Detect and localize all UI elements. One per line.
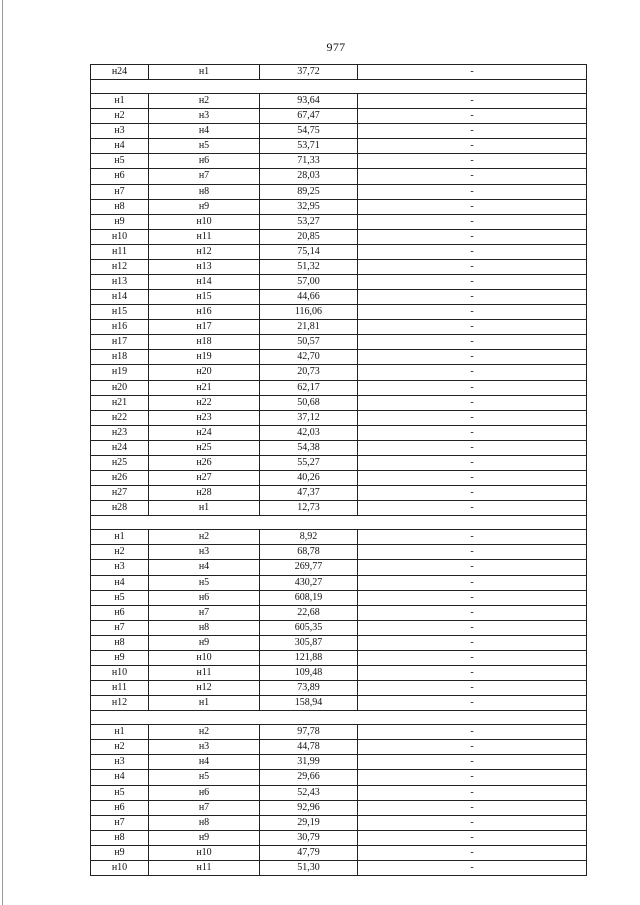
cell-from-point: н4 (91, 576, 149, 590)
cell-to-point: н11 (149, 861, 260, 875)
cell-note: - (470, 426, 474, 438)
cell-note: - (470, 381, 474, 393)
cell-note: - (470, 140, 474, 152)
cell-from-point: н13 (91, 275, 149, 289)
cell-to-point: н8 (149, 816, 260, 830)
cell-length: 92,96 (260, 801, 358, 815)
cell-length: 29,66 (260, 770, 358, 784)
table-row (90, 169, 587, 184)
cell-note: - (470, 502, 474, 514)
cell-to-point: н1 (149, 696, 260, 710)
table-row (90, 786, 587, 801)
cell-length: 21,81 (260, 320, 358, 334)
cell-from-point: н14 (91, 290, 149, 304)
cell-to-point: н27 (149, 471, 260, 485)
cell-length: 47,79 (260, 846, 358, 860)
group-separator-row (90, 516, 587, 530)
cell-length: 53,71 (260, 139, 358, 153)
cell-length: 31,99 (260, 755, 358, 769)
cell-note: - (470, 606, 474, 618)
cell-note: - (470, 125, 474, 137)
cell-to-point: н4 (149, 755, 260, 769)
cell-from-point: н10 (91, 666, 149, 680)
cell-from-point: н5 (91, 786, 149, 800)
cell-length: 62,17 (260, 381, 358, 395)
table-row (90, 471, 587, 486)
cell-note: - (470, 110, 474, 122)
cell-from-point: н15 (91, 305, 149, 319)
cell-length: 50,68 (260, 396, 358, 410)
cell-from-point: н4 (91, 139, 149, 153)
cell-to-point: н22 (149, 396, 260, 410)
cell-note: - (470, 576, 474, 588)
cell-note: - (470, 682, 474, 694)
cell-to-point: н6 (149, 786, 260, 800)
cell-note: - (470, 456, 474, 468)
cell-note: - (470, 621, 474, 633)
cell-length: 68,78 (260, 545, 358, 559)
cell-length: 37,72 (260, 65, 358, 79)
cell-from-point: н6 (91, 169, 149, 183)
table-row (90, 411, 587, 426)
cell-to-point: н10 (149, 651, 260, 665)
cell-length: 29,19 (260, 816, 358, 830)
table-row (90, 651, 587, 666)
cell-to-point: н1 (149, 65, 260, 79)
table-row (90, 530, 587, 545)
cell-to-point: н9 (149, 831, 260, 845)
table-row (90, 456, 587, 471)
cell-length: 30,79 (260, 831, 358, 845)
cell-to-point: н7 (149, 169, 260, 183)
cell-to-point: н11 (149, 230, 260, 244)
cell-note: - (470, 441, 474, 453)
table-row (90, 501, 587, 516)
table-row (90, 154, 587, 169)
cell-to-point: н11 (149, 666, 260, 680)
cell-from-point: н10 (91, 861, 149, 875)
cell-from-point: н8 (91, 831, 149, 845)
cell-note: - (470, 170, 474, 182)
cell-from-point: н3 (91, 124, 149, 138)
cell-note: - (470, 651, 474, 663)
cell-from-point: н12 (91, 696, 149, 710)
cell-note: - (470, 741, 474, 753)
cell-to-point: н5 (149, 576, 260, 590)
cell-note: - (470, 215, 474, 227)
coordinates-table (90, 64, 587, 876)
cell-note: - (470, 861, 474, 873)
cell-note: - (470, 185, 474, 197)
cell-from-point: н19 (91, 365, 149, 379)
cell-length: 54,38 (260, 441, 358, 455)
table-row (90, 755, 587, 770)
cell-length: 42,03 (260, 426, 358, 440)
cell-to-point: н18 (149, 335, 260, 349)
cell-to-point: н8 (149, 621, 260, 635)
table-row (90, 576, 587, 591)
cell-note: - (470, 636, 474, 648)
cell-note: - (470, 230, 474, 242)
table-row (90, 560, 587, 575)
cell-note: - (470, 351, 474, 363)
cell-from-point: н6 (91, 801, 149, 815)
table-row (90, 230, 587, 245)
cell-to-point: н5 (149, 770, 260, 784)
cell-note: - (470, 756, 474, 768)
group-separator-row (90, 80, 587, 94)
cell-to-point: н2 (149, 725, 260, 739)
cell-note: - (470, 260, 474, 272)
table-row (90, 681, 587, 696)
cell-length: 22,68 (260, 606, 358, 620)
cell-from-point: н6 (91, 606, 149, 620)
table-row (90, 350, 587, 365)
cell-length: 608,19 (260, 591, 358, 605)
cell-from-point: н3 (91, 560, 149, 574)
cell-to-point: н12 (149, 245, 260, 259)
cell-from-point: н16 (91, 320, 149, 334)
cell-from-point: н27 (91, 486, 149, 500)
cell-from-point: н7 (91, 621, 149, 635)
cell-from-point: н22 (91, 411, 149, 425)
cell-length: 52,43 (260, 786, 358, 800)
cell-note: - (470, 245, 474, 257)
table-row (90, 215, 587, 230)
cell-to-point: н4 (149, 124, 260, 138)
cell-from-point: н21 (91, 396, 149, 410)
cell-length: 54,75 (260, 124, 358, 138)
table-row (90, 861, 587, 876)
cell-note: - (470, 487, 474, 499)
cell-to-point: н8 (149, 185, 260, 199)
cell-length: 71,33 (260, 154, 358, 168)
cell-to-point: н4 (149, 560, 260, 574)
cell-length: 40,26 (260, 471, 358, 485)
cell-from-point: н9 (91, 846, 149, 860)
cell-to-point: н12 (149, 681, 260, 695)
cell-from-point: н2 (91, 740, 149, 754)
cell-from-point: н7 (91, 185, 149, 199)
cell-note: - (470, 95, 474, 107)
cell-length: 55,27 (260, 456, 358, 470)
cell-length: 51,30 (260, 861, 358, 875)
cell-length: 93,64 (260, 94, 358, 108)
table-row (90, 260, 587, 275)
cell-to-point: н9 (149, 636, 260, 650)
cell-length: 44,78 (260, 740, 358, 754)
cell-to-point: н9 (149, 200, 260, 214)
cell-note: - (470, 561, 474, 573)
cell-length: 47,37 (260, 486, 358, 500)
cell-length: 12,73 (260, 501, 358, 515)
cell-note: - (470, 697, 474, 709)
cell-from-point: н9 (91, 215, 149, 229)
group-separator-row (90, 711, 587, 725)
cell-to-point: н16 (149, 305, 260, 319)
cell-note: - (470, 66, 474, 77)
cell-length: 430,27 (260, 576, 358, 590)
scan-edge-line (2, 0, 3, 905)
cell-from-point: н17 (91, 335, 149, 349)
cell-from-point: н12 (91, 260, 149, 274)
cell-from-point: н5 (91, 591, 149, 605)
cell-note: - (470, 306, 474, 318)
cell-to-point: н6 (149, 591, 260, 605)
table-row (90, 846, 587, 861)
cell-note: - (470, 291, 474, 303)
cell-to-point: н2 (149, 530, 260, 544)
cell-note: - (470, 531, 474, 543)
cell-from-point: н8 (91, 200, 149, 214)
cell-length: 75,14 (260, 245, 358, 259)
cell-note: - (470, 591, 474, 603)
table-row (90, 335, 587, 350)
cell-length: 32,95 (260, 200, 358, 214)
cell-to-point: н7 (149, 606, 260, 620)
table-row (90, 396, 587, 411)
cell-length: 97,78 (260, 725, 358, 739)
cell-note: - (470, 155, 474, 167)
table-row (90, 320, 587, 335)
cell-length: 20,73 (260, 365, 358, 379)
cell-to-point: н23 (149, 411, 260, 425)
cell-to-point: н10 (149, 846, 260, 860)
table-row (90, 365, 587, 380)
table-row (90, 200, 587, 215)
cell-from-point: н2 (91, 545, 149, 559)
cell-to-point: н21 (149, 381, 260, 395)
cell-from-point: н18 (91, 350, 149, 364)
cell-note: - (470, 396, 474, 408)
cell-length: 42,70 (260, 350, 358, 364)
table-row (90, 94, 587, 109)
cell-to-point: н1 (149, 501, 260, 515)
table-row (90, 441, 587, 456)
cell-length: 28,03 (260, 169, 358, 183)
table-row (90, 245, 587, 260)
table-row (90, 666, 587, 681)
cell-length: 605,35 (260, 621, 358, 635)
cell-to-point: н15 (149, 290, 260, 304)
cell-to-point: н26 (149, 456, 260, 470)
cell-note: - (470, 472, 474, 484)
table-row (90, 290, 587, 305)
cell-length: 305,87 (260, 636, 358, 650)
cell-note: - (470, 411, 474, 423)
cell-length: 158,94 (260, 696, 358, 710)
cell-to-point: н3 (149, 109, 260, 123)
cell-from-point: н23 (91, 426, 149, 440)
cell-note: - (470, 546, 474, 558)
cell-length: 109,48 (260, 666, 358, 680)
table-row (90, 486, 587, 501)
cell-note: - (470, 366, 474, 378)
cell-length: 51,32 (260, 260, 358, 274)
cell-length: 53,27 (260, 215, 358, 229)
cell-length: 67,47 (260, 109, 358, 123)
cell-to-point: н13 (149, 260, 260, 274)
table-row (90, 139, 587, 154)
cell-from-point: н8 (91, 636, 149, 650)
table-row (90, 606, 587, 621)
table-row (90, 770, 587, 785)
cell-from-point: н7 (91, 816, 149, 830)
table-row (90, 725, 587, 740)
cell-from-point: н26 (91, 471, 149, 485)
table-row (90, 185, 587, 200)
cell-from-point: н5 (91, 154, 149, 168)
cell-length: 73,89 (260, 681, 358, 695)
table-row (90, 64, 587, 80)
cell-note: - (470, 771, 474, 783)
table-row (90, 831, 587, 846)
cell-note: - (470, 321, 474, 333)
table-row (90, 591, 587, 606)
table-row (90, 621, 587, 636)
cell-to-point: н20 (149, 365, 260, 379)
cell-length: 121,88 (260, 651, 358, 665)
cell-to-point: н7 (149, 801, 260, 815)
cell-from-point: н24 (91, 441, 149, 455)
table-row (90, 124, 587, 139)
table-row (90, 696, 587, 711)
cell-from-point: н11 (91, 681, 149, 695)
table-row (90, 426, 587, 441)
cell-note: - (470, 831, 474, 843)
cell-note: - (470, 816, 474, 828)
cell-from-point: н9 (91, 651, 149, 665)
cell-from-point: н20 (91, 381, 149, 395)
table-row (90, 109, 587, 124)
cell-from-point: н28 (91, 501, 149, 515)
cell-from-point: н11 (91, 245, 149, 259)
cell-note: - (470, 846, 474, 858)
cell-to-point: н14 (149, 275, 260, 289)
cell-length: 116,06 (260, 305, 358, 319)
table-row (90, 636, 587, 651)
cell-from-point: н4 (91, 770, 149, 784)
cell-length: 37,12 (260, 411, 358, 425)
cell-from-point: н1 (91, 725, 149, 739)
table-row (90, 801, 587, 816)
cell-note: - (470, 276, 474, 288)
cell-note: - (470, 786, 474, 798)
cell-length: 50,57 (260, 335, 358, 349)
cell-to-point: н10 (149, 215, 260, 229)
cell-from-point: н24 (91, 65, 149, 79)
cell-length: 269,77 (260, 560, 358, 574)
cell-length: 8,92 (260, 530, 358, 544)
cell-to-point: н3 (149, 740, 260, 754)
table-row (90, 305, 587, 320)
cell-length: 89,25 (260, 185, 358, 199)
cell-from-point: н1 (91, 530, 149, 544)
cell-from-point: н10 (91, 230, 149, 244)
cell-to-point: н24 (149, 426, 260, 440)
table-row (90, 275, 587, 290)
cell-length: 44,66 (260, 290, 358, 304)
cell-note: - (470, 801, 474, 813)
cell-to-point: н6 (149, 154, 260, 168)
table-row (90, 381, 587, 396)
table-row (90, 545, 587, 560)
cell-to-point: н3 (149, 545, 260, 559)
cell-from-point: н1 (91, 94, 149, 108)
cell-to-point: н2 (149, 94, 260, 108)
cell-length: 20,85 (260, 230, 358, 244)
cell-from-point: н25 (91, 456, 149, 470)
cell-note: - (470, 200, 474, 212)
cell-to-point: н19 (149, 350, 260, 364)
page-number: 977 (326, 40, 346, 54)
cell-note: - (470, 666, 474, 678)
cell-note: - (470, 336, 474, 348)
table-row (90, 816, 587, 831)
cell-from-point: н2 (91, 109, 149, 123)
cell-to-point: н25 (149, 441, 260, 455)
cell-to-point: н28 (149, 486, 260, 500)
cell-to-point: н5 (149, 139, 260, 153)
cell-from-point: н3 (91, 755, 149, 769)
cell-note: - (470, 726, 474, 738)
cell-to-point: н17 (149, 320, 260, 334)
table-row (90, 740, 587, 755)
cell-length: 57,00 (260, 275, 358, 289)
